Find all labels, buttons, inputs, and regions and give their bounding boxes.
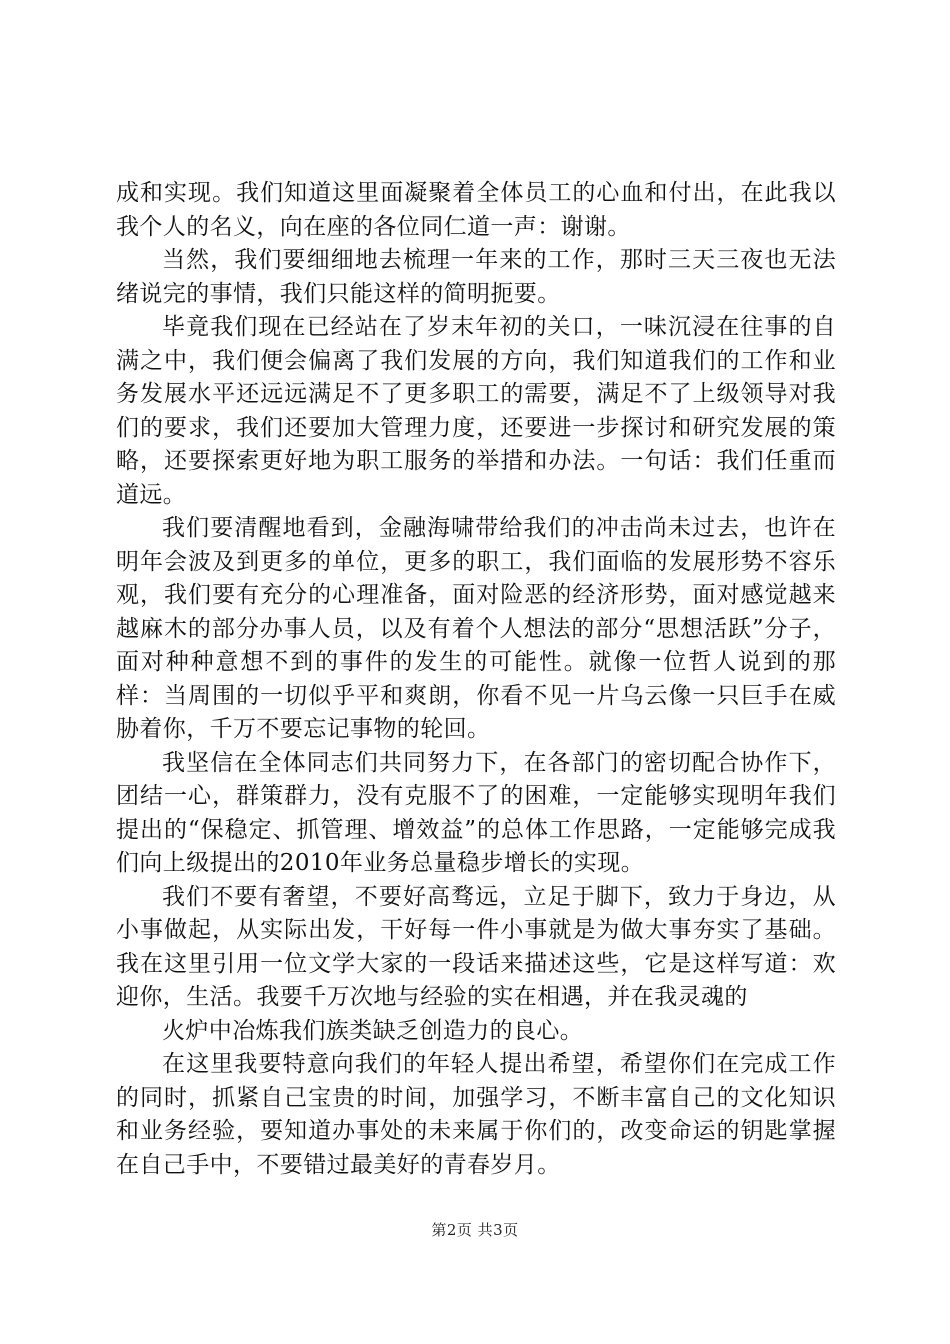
paragraph: 我们要清醒地看到，金融海啸带给我们的冲击尚未过去，也许在明年会波及到更多的单位，更多的职工，我们面临的发展形势不容乐观，我们要有充分的心理准备，面对险恶的经济形势，面对感觉越来越麻木的部分办事人员，以及有着个人想法的部分“思想活跃”分子，面对种种意想不到的事件的发生的可能性。就像一位哲人说到的那样：当周围的一切似乎平和爽朗，你看不见一片乌云像一只巨手在威胁着你，千万不要忘记事物的轮回。 [116, 515, 836, 742]
paragraph: 在这里我要特意向我们的年轻人提出希望，希望你们在完成工作的同时，抓紧自己宝贵的时间，加强学习，不断丰富自己的文化知识和业务经验，要知道办事处的未来属于你们的，改变命运的钥匙掌握在自己手中，不要错过最美好的青春岁月。 [116, 1051, 836, 1178]
paragraph: 毕竟我们现在已经站在了岁末年初的关口，一味沉浸在往事的自满之中，我们便会偏离了我们发展的方向，我们知道我们的工作和业务发展水平还远远满足不了更多职工的需要，满足不了上级领导对我们的要求，我们还要加大管理力度，还要进一步探讨和研究发展的策略，还要探索更好地为职工服务的举措和办法。一句话：我们任重而道远。 [116, 314, 836, 508]
paragraph: 我坚信在全体同志们共同努力下，在各部门的密切配合协作下，团结一心，群策群力，没有克服不了的困难，一定能够实现明年我们提出的“保稳定、抓管理、增效益”的总体工作思路，一定能够完成我们向上级提出的2010年业务总量稳步增长的实现。 [116, 749, 836, 876]
paragraph: 火炉中冶炼我们族类缺乏创造力的良心。 [162, 1017, 584, 1044]
paragraph-continuation: 成和实现。我们知道这里面凝聚着全体员工的心血和付出，在此我以我个人的名义，向在座的各位同仁道一声：谢谢。 [116, 180, 836, 240]
paragraph: 当然，我们要细细地去梳理一年来的工作，那时三天三夜也无法绪说完的事情，我们只能这样的简明扼要。 [116, 247, 836, 307]
paragraph: 我们不要有奢望，不要好高骛远，立足于脚下，致力于身边，从小事做起，从实际出发，干好每一件小事就是为做大事夯实了基础。我在这里引用一位文学大家的一段话来描述这些，它是这样写道：欢迎你，生活。我要千万次地与经验的实在相遇，并在我灵魂的 [116, 883, 836, 1010]
document-body [116, 177, 836, 1182]
page-number-footer: 第2页 共3页 [431, 1221, 519, 1239]
